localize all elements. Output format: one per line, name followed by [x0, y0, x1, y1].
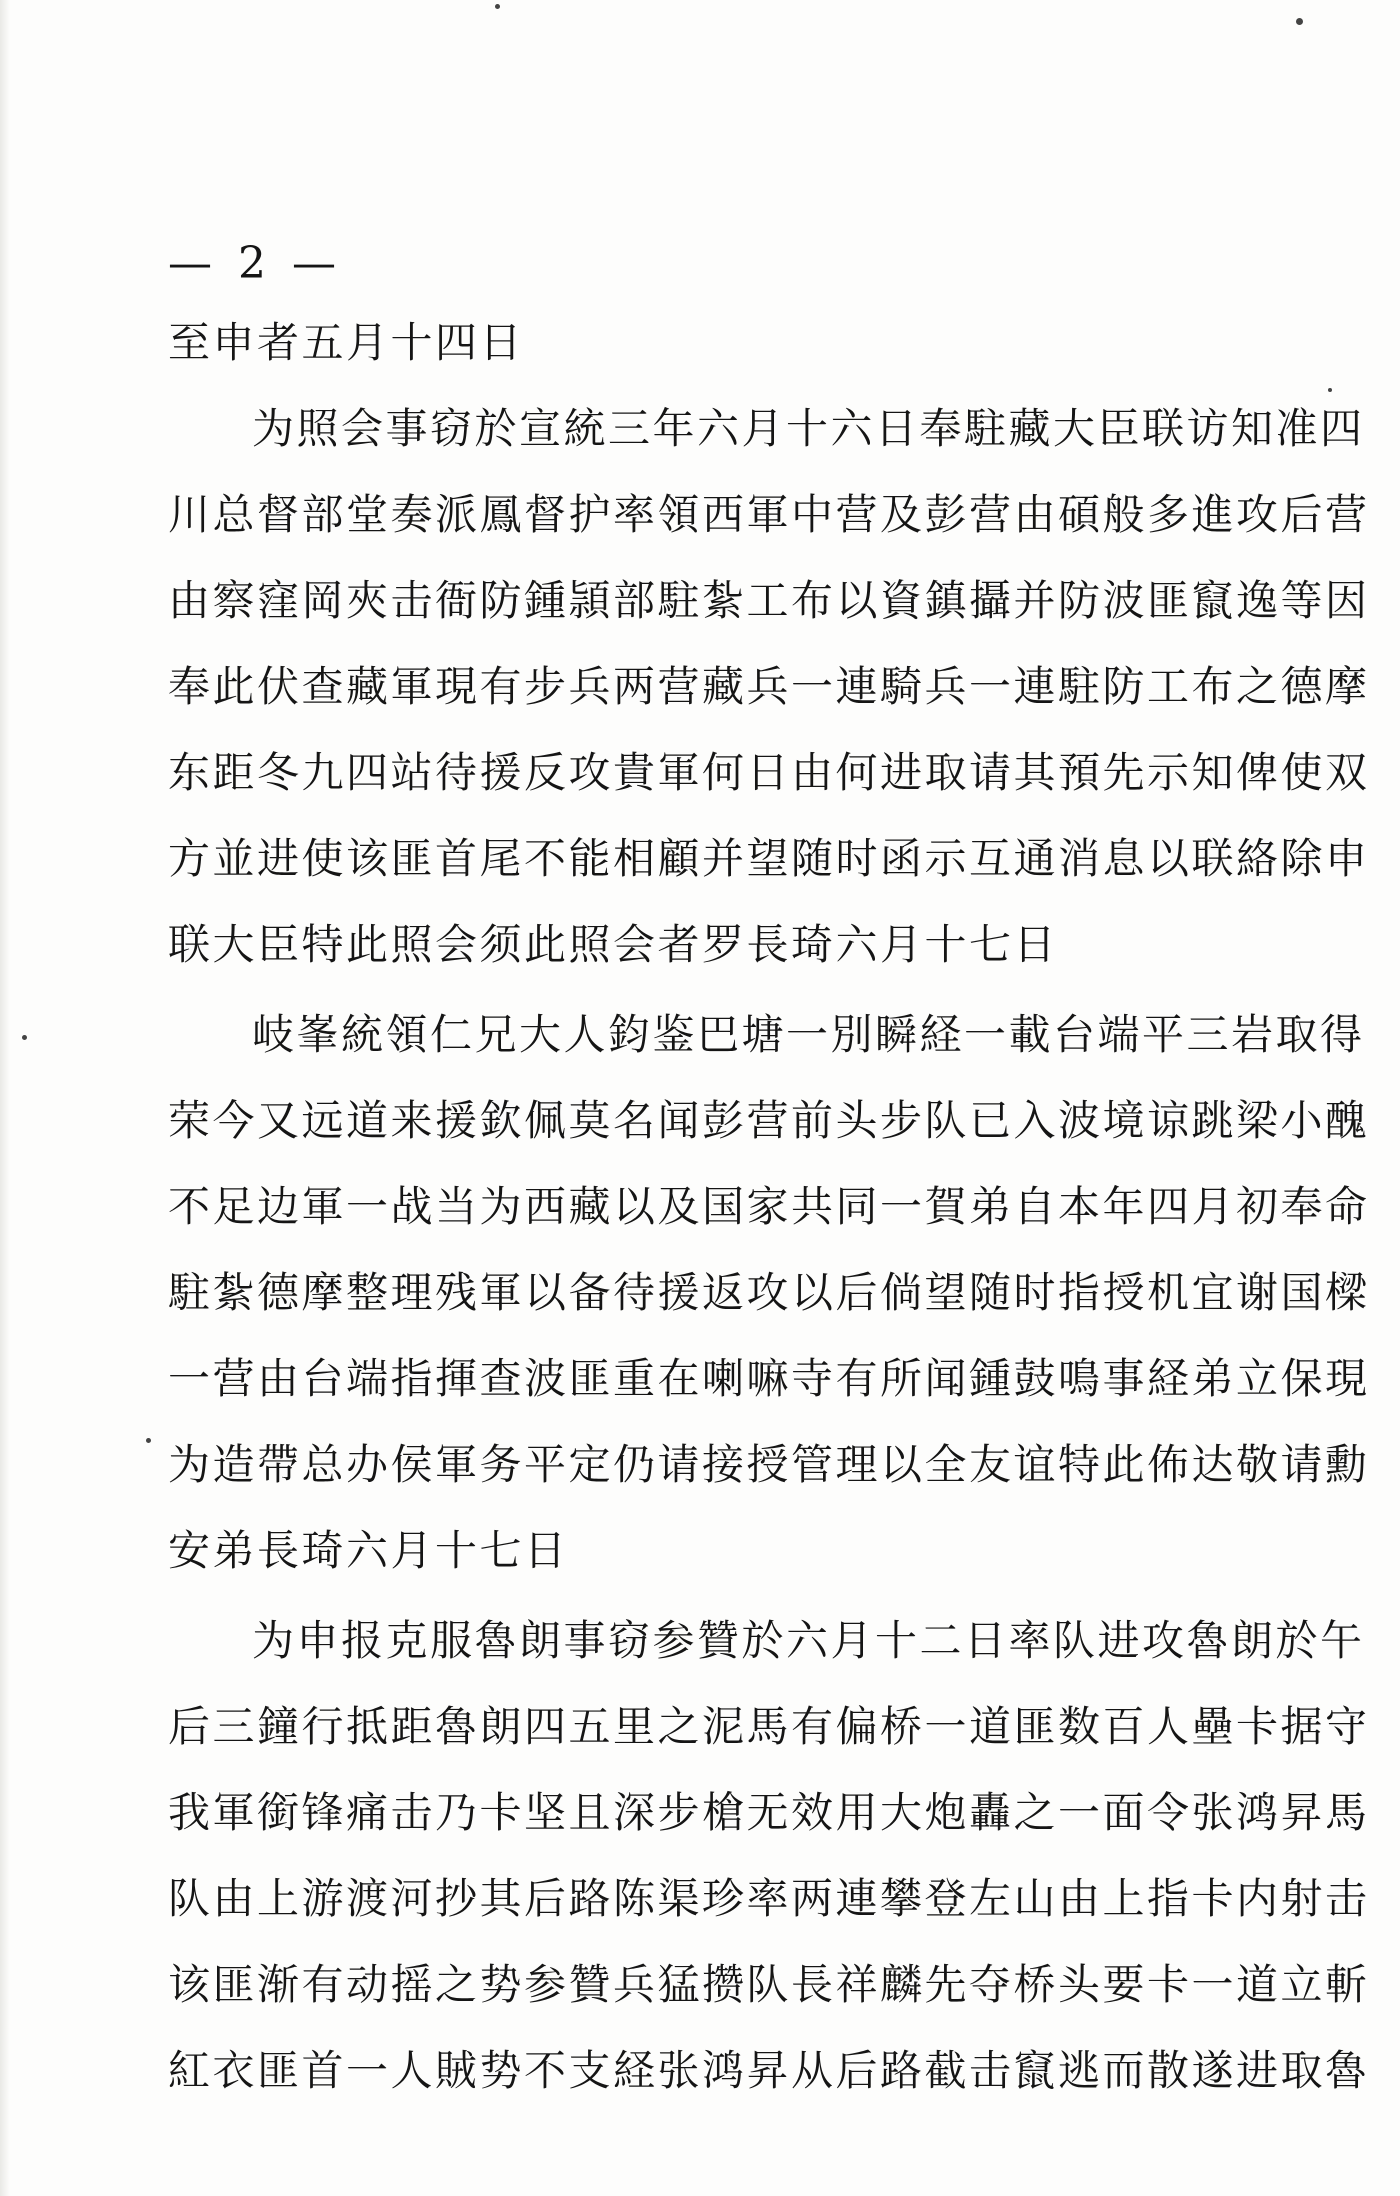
- text-line: 奉此伏查藏軍現有步兵两营藏兵一連騎兵一連駐防工布之德摩: [168, 662, 1370, 711]
- scan-speck: [22, 1035, 27, 1040]
- text-line: 为照会事窃於宣統三年六月十六日奉駐藏大臣联访知准四: [252, 404, 1365, 453]
- text-line: 后三鐘行抵距魯朗四五里之泥馬有偏桥一道匪数百人壘卡据守: [168, 1702, 1370, 1751]
- text-line: 不足边軍一战当为西藏以及国家共同一賀弟自本年四月初奉命: [168, 1182, 1370, 1231]
- text-line: 安弟長琦六月十七日: [168, 1526, 569, 1575]
- text-line: 岐峯統領仁兄大人鈞鉴巴塘一別瞬経一載台端平三岩取得: [252, 1010, 1365, 1059]
- text-line: 我軍銜锋痛击乃卡坚且深步槍无效用大炮轟之一面令张鸿昇馬: [168, 1788, 1370, 1837]
- text-line: 荣今又远道来援欽佩莫名闻彭营前头步队已入波境谅跳梁小醜: [168, 1096, 1370, 1145]
- scan-speck: [146, 1438, 151, 1443]
- document-body: [168, 300, 1370, 2114]
- text-line: 队由上游渡河抄其后路陈渠珍率两連攀登左山由上指卡内射击: [168, 1874, 1370, 1923]
- text-line: 至申者五月十四日: [168, 318, 525, 367]
- page-number: — 2 —: [168, 238, 342, 289]
- text-line: 紅衣匪首一人賊势不支経张鸿昇从后路截击竄逃而散遂进取魯: [168, 2046, 1370, 2095]
- text-line: 东距冬九四站待援反攻貴軍何日由何进取请其預先示知俾使双: [168, 748, 1370, 797]
- text-line: 駐紮德摩整理残軍以备待援返攻以后倘望随时指授机宜谢国樑: [168, 1268, 1370, 1317]
- text-line: 由察窪岡夾击衙防鍾頴部駐紮工布以資鎮攝并防波匪竄逸等因: [168, 576, 1370, 625]
- page-edge-shadow: [0, 0, 10, 2196]
- text-line: 一营由台端指揮查波匪重在喇嘛寺有所闻鍾鼓鳴事経弟立保現: [168, 1354, 1370, 1403]
- text-line: 川总督部堂奏派鳳督护率領西軍中营及彭营由碩般多進攻后营: [168, 490, 1370, 539]
- text-line: 方並进使该匪首尾不能相顧并望随时函示互通消息以联絡除申: [168, 834, 1370, 883]
- scan-speck: [1296, 18, 1303, 25]
- text-line: 联大臣特此照会须此照会者罗長琦六月十七日: [168, 920, 1059, 969]
- text-line: 为造帶总办侯軍务平定仍请接授管理以全友谊特此佈达敬请勳: [168, 1440, 1370, 1489]
- text-line: 该匪渐有动摇之势参贊兵猛攒队長祥麟先夺桥头要卡一道立斬: [168, 1960, 1370, 2009]
- text-line: 为申报克服魯朗事窃参贊於六月十二日率队进攻魯朗於午: [252, 1616, 1365, 1665]
- scan-speck: [495, 4, 500, 9]
